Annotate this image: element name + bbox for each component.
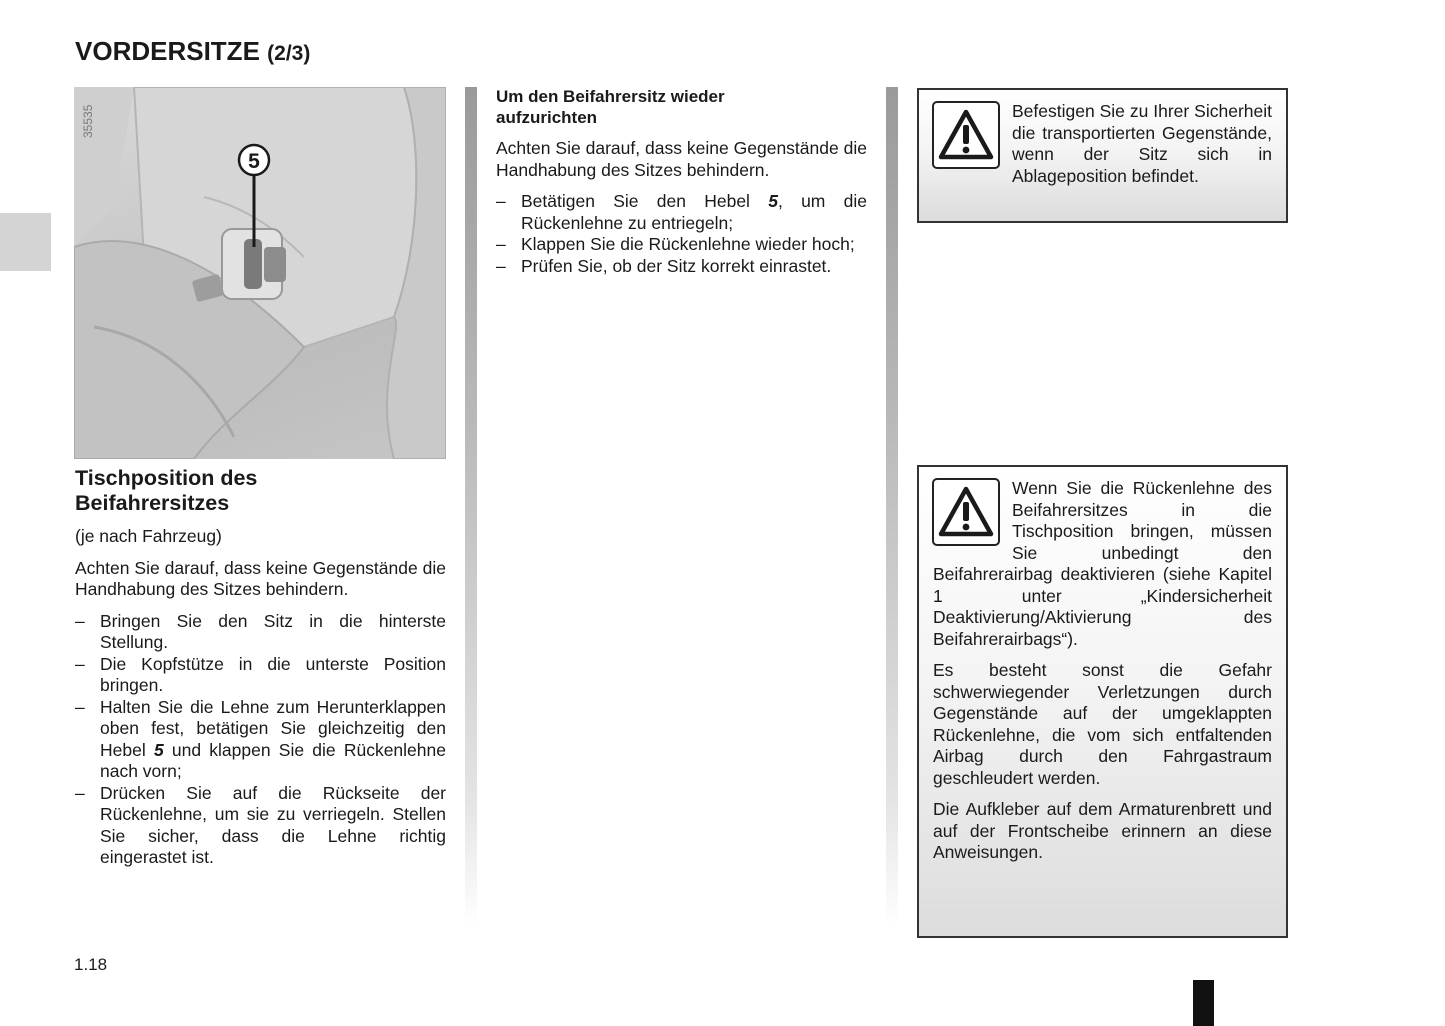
list-item <box>75 697 446 783</box>
step-text: Betätigen Sie den Hebel <box>521 191 769 211</box>
steps-list <box>496 191 867 277</box>
dash: – <box>496 234 506 254</box>
list-item <box>496 191 867 234</box>
intro-paragraph: Achten Sie darauf, dass keine Gegenstände die Handhabung des Sitzes behindern. <box>75 557 446 599</box>
step-text: und klappen Sie die Rückenlehne nach vorn; <box>100 739 446 781</box>
dash: – <box>496 191 506 211</box>
warning-triangle-icon <box>932 478 1000 546</box>
section-heading <box>75 466 446 516</box>
column-raise-seat <box>496 86 867 277</box>
callout-5: 5 <box>248 150 260 173</box>
dash: – <box>75 610 85 631</box>
column-divider <box>465 87 477 927</box>
vehicle-note: (je nach Fahrzeug) <box>75 526 222 546</box>
heading-line: Beifahrersitzes <box>75 491 230 515</box>
seat-illustration <box>74 87 446 459</box>
warning-text: Befestigen Sie zu Ihrer Sicherheit die transportierten Gegenstände, wenn der Sitz sich in Ablageposition befindet. <box>1012 101 1272 186</box>
warning-text: Die Aufkleber auf dem Armaturenbrett und auf der Frontscheibe erinnern an diese Anweisungen. <box>933 799 1272 862</box>
column-divider <box>886 87 898 927</box>
list-item <box>75 654 446 697</box>
list-item <box>496 256 867 278</box>
steps-list <box>75 611 446 869</box>
seat-drawing <box>74 87 446 459</box>
step-text: Bringen Sie den Sitz in die hinterste Stellung. <box>100 610 446 652</box>
step-text: Klappen Sie die Rückenlehne wieder hoch; <box>521 234 855 254</box>
warning-triangle-icon <box>932 101 1000 169</box>
list-item <box>75 611 446 654</box>
thumb-index-mark <box>1193 980 1214 1026</box>
page-title-text: VORDERSITZE <box>75 36 260 66</box>
step-text: Die Kopfstütze in die unterste Position bringen. <box>100 653 446 695</box>
list-item <box>75 783 446 869</box>
page-title-suffix: (2/3) <box>267 42 311 65</box>
step-text: Halten Sie die Lehne zum Herunterklappen oben fest, betätigen Sie gleichzeitig den Hebel <box>100 696 446 760</box>
page-title <box>75 36 310 67</box>
figure-id <box>81 96 97 138</box>
subsection-heading <box>496 86 867 128</box>
lever-reference: 5 <box>768 191 778 211</box>
warning-text: Wenn Sie die Rückenlehne des Beifahrersitzes in die Tischposition bringen, müssen Sie unbedingt den Beifahrerairbag deaktivieren (siehe Kapitel 1 unter „Kindersicherheit Deaktivierung/Aktivierung des Beifahrerairbags“). <box>933 478 1272 649</box>
heading-line: Tischposition des <box>75 466 258 490</box>
list-item <box>496 234 867 256</box>
step-text: , um die Rückenlehne zu entriegeln; <box>521 191 867 233</box>
dash: – <box>75 653 85 674</box>
step-text: Drücken Sie auf die Rückseite der Rückenlehne, um sie zu verriegeln. Stellen Sie sicher, dass die Lehne richtig eingerastet ist. <box>100 782 446 867</box>
page-number: 1.18 <box>74 955 108 974</box>
intro-paragraph: Achten Sie darauf, dass keine Gegenstände die Handhabung des Sitzes behindern. <box>496 138 867 180</box>
warning-text: Es besteht sonst die Gefahr schwerwiegender Verletzungen durch Gegenstände auf der umgeklappten Rückenlehne, die vom sich entfaltenden Airbag durch den Fahrgastraum geschleudert werden. <box>933 660 1272 788</box>
heading-line: aufzurichten <box>496 108 598 127</box>
warning-box-storage <box>917 88 1288 223</box>
dash: – <box>496 255 506 276</box>
warning-box-airbag <box>917 465 1288 938</box>
chapter-tab <box>0 213 51 271</box>
lever-reference: 5 <box>153 739 164 760</box>
dash: – <box>75 696 85 717</box>
dash: – <box>75 782 85 803</box>
column-table-position <box>75 466 446 869</box>
heading-line: Um den Beifahrersitz wieder <box>496 87 725 106</box>
figure-id-text: 35535 <box>81 104 95 138</box>
step-text: Prüfen Sie, ob der Sitz korrekt einrastet. <box>521 255 832 276</box>
